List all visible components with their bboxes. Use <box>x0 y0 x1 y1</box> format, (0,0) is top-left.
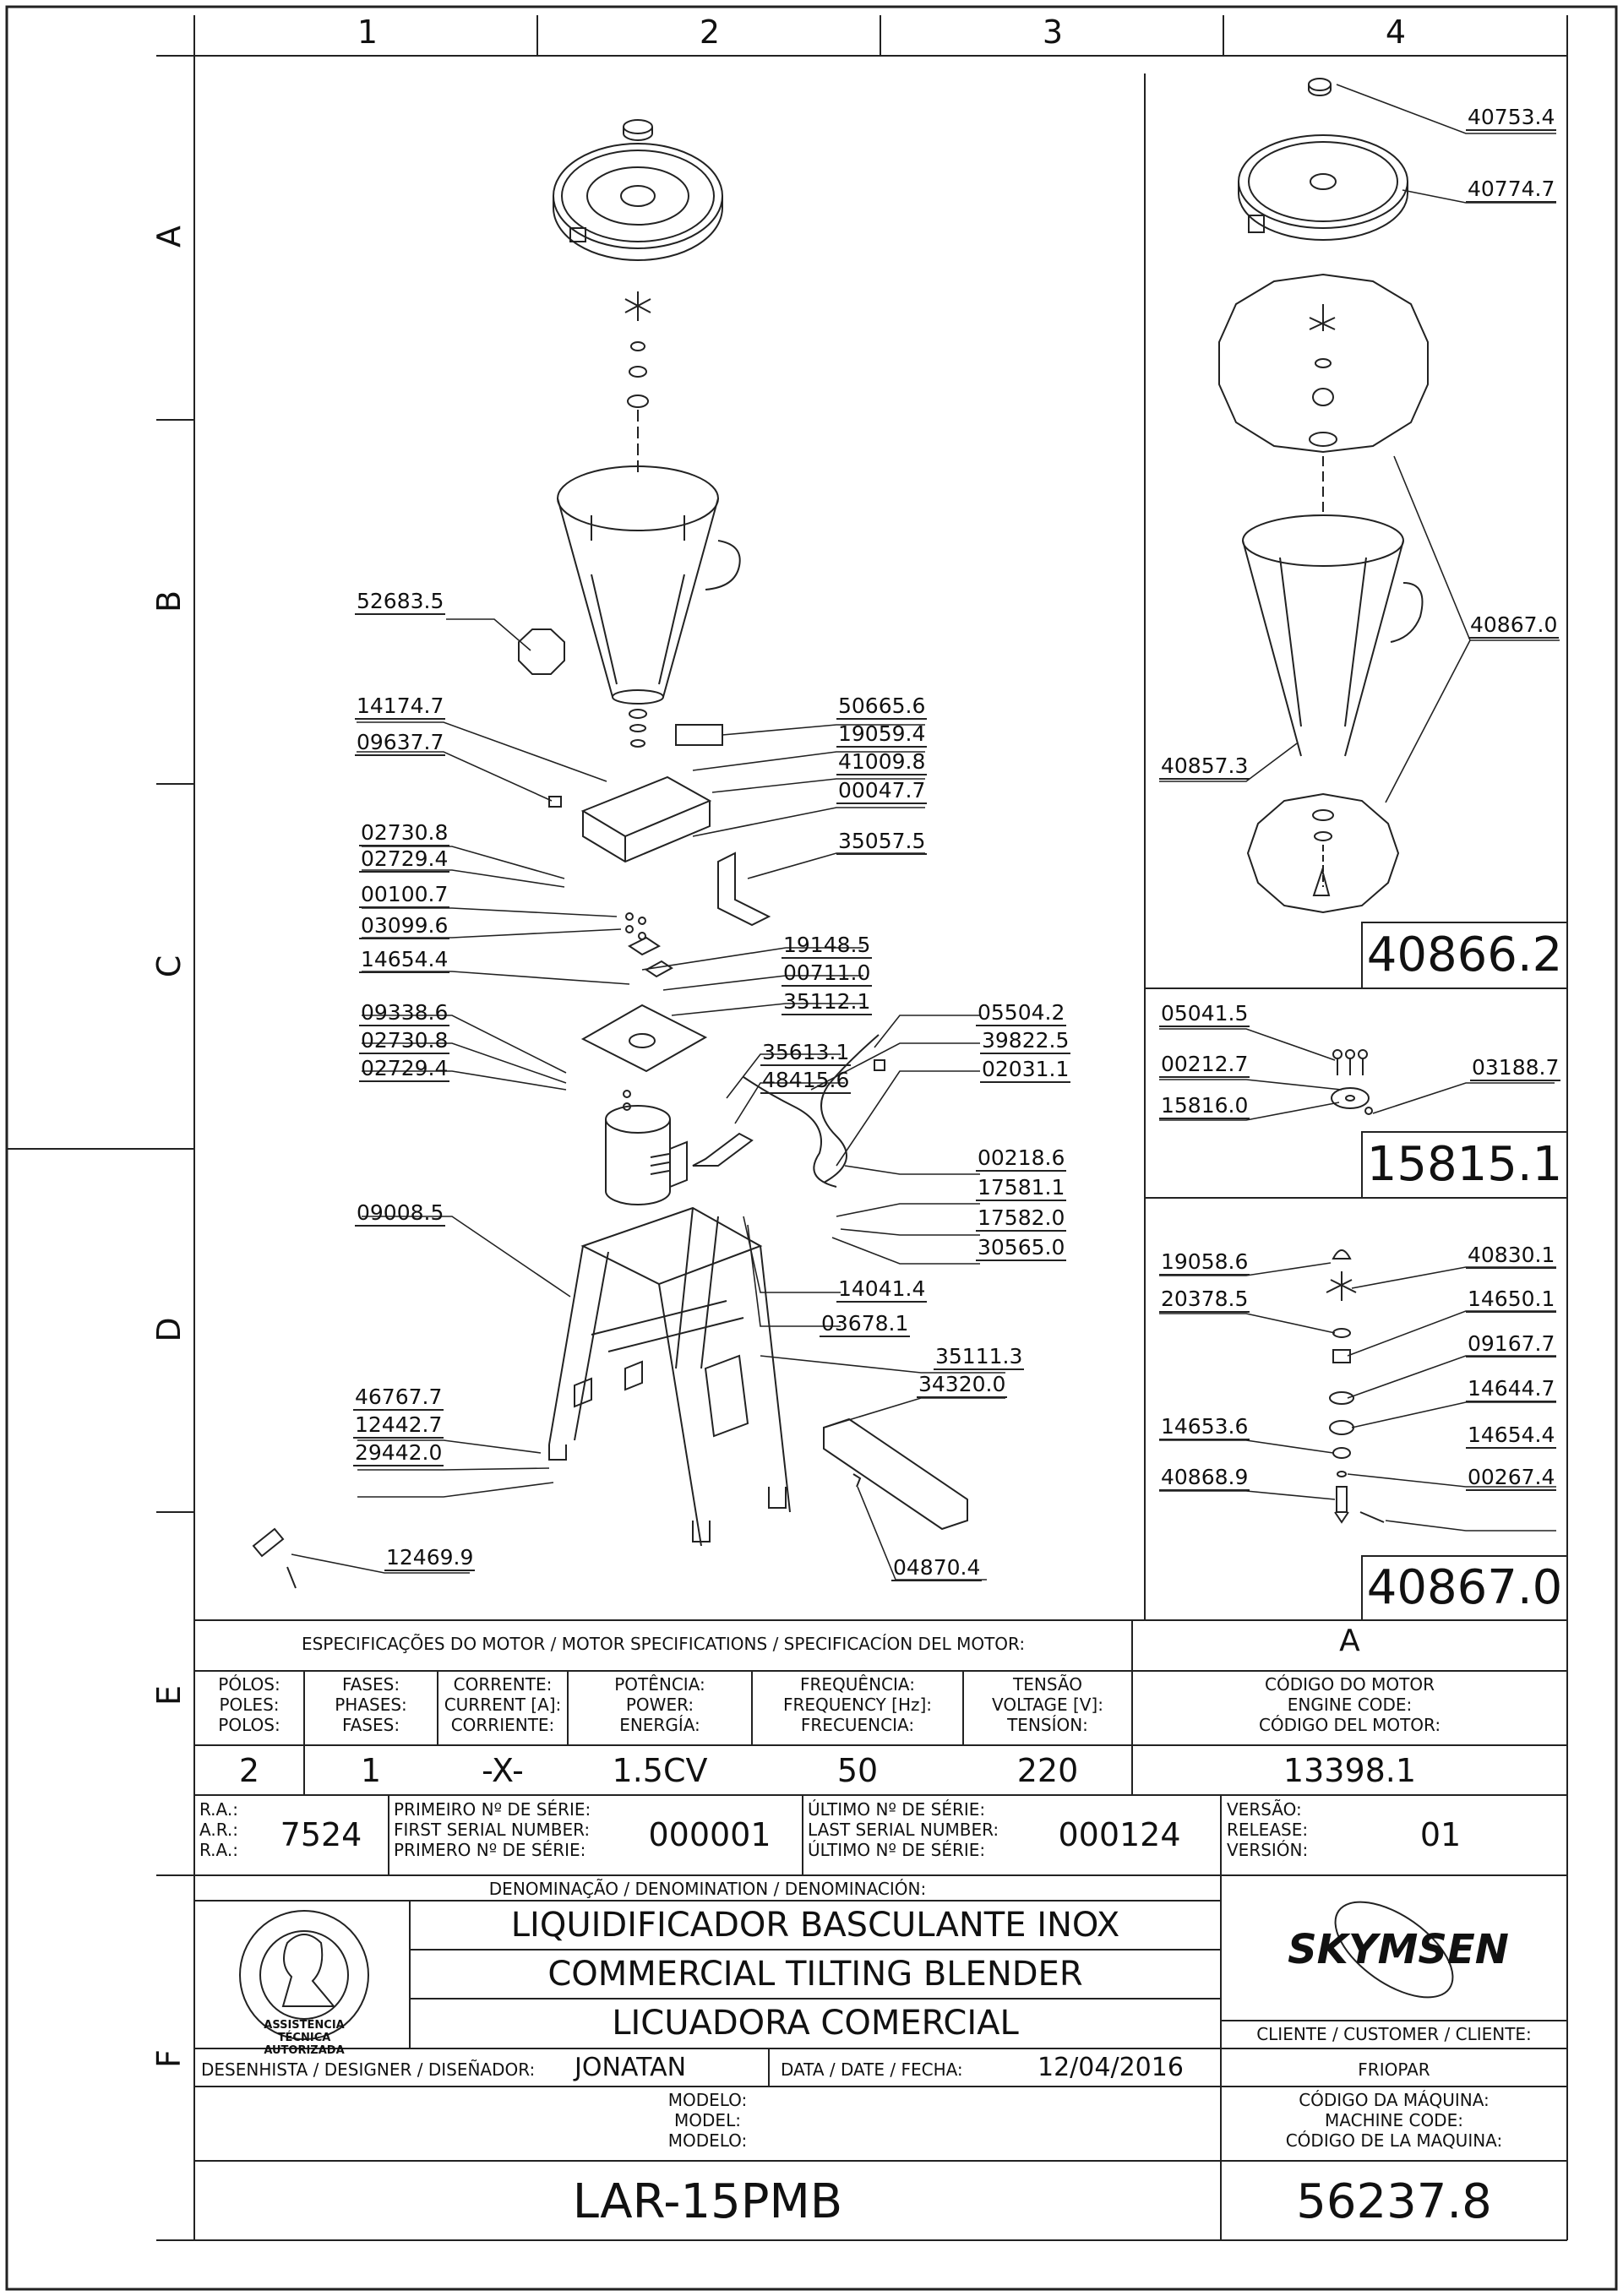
designer-label: DESENHISTA / DESIGNER / DISEÑADOR: <box>201 2059 536 2080</box>
first-serial-value: 000001 <box>648 1816 771 1853</box>
part-callout: 40857.3 <box>1161 754 1249 778</box>
spec-value-phases: 1 <box>360 1752 382 1789</box>
part-callout: 12469.9 <box>386 1545 474 1570</box>
part-callout: 14654.4 <box>361 947 449 971</box>
product-name-en: COMMERCIAL TILTING BLENDER <box>547 1955 1083 1994</box>
part-callout: 03099.6 <box>361 913 449 938</box>
part-callout: 40868.9 <box>1161 1465 1249 1489</box>
grid-column-4: 4 <box>1385 14 1407 51</box>
version-label: VERSÃO: RELEASE: VERSIÓN: <box>1227 1799 1309 1860</box>
denomination-label: DENOMINAÇÃO / DENOMINATION / DENOMINACIÓN: <box>488 1879 927 1899</box>
grid-column-3: 3 <box>1042 14 1064 51</box>
first-serial-label: PRIMEIRO Nº DE SÉRIE: FIRST SERIAL NUMBER: PRIMERO Nº DE SÉRIE: <box>394 1799 591 1860</box>
machine-code-label: CÓDIGO DA MÁQUINA: MACHINE CODE: CÓDIGO DE LA MAQUINA: <box>1285 2090 1503 2151</box>
part-callout: 14644.7 <box>1468 1376 1555 1401</box>
part-callout: 03188.7 <box>1472 1055 1560 1080</box>
customer-label: CLIENTE / CUSTOMER / CLIENTE: <box>1256 2024 1532 2044</box>
motor-variant: A <box>1339 1624 1360 1658</box>
part-callout: 02729.4 <box>361 846 449 871</box>
spec-header-frequency: FREQUÊNCIA: FREQUENCY [Hz]: FRECUENCIA: <box>782 1674 933 1735</box>
part-callout: 17581.1 <box>978 1175 1065 1200</box>
spec-value-poles: 2 <box>238 1752 260 1789</box>
part-callout: 20378.5 <box>1161 1287 1249 1311</box>
spec-header-poles: PÓLOS: POLES: POLOS: <box>218 1674 280 1735</box>
grid-row-C: C <box>150 955 188 978</box>
part-callout: 35613.1 <box>762 1040 850 1064</box>
part-callout: 02729.4 <box>361 1056 449 1080</box>
skymsen-logo: SKYMSEN <box>1288 1926 1509 1973</box>
assembly-number-40867-0: 40867.0 <box>1366 1560 1563 1615</box>
part-callout: 14041.4 <box>838 1276 926 1301</box>
spec-value-current: -X- <box>482 1752 524 1789</box>
grid-row-D: D <box>150 1317 188 1342</box>
part-callout: 17582.0 <box>978 1205 1065 1230</box>
part-callout: 09167.7 <box>1468 1331 1555 1356</box>
part-callout: 19058.6 <box>1161 1249 1249 1274</box>
authorized-service-seal <box>238 1916 370 2057</box>
date-label: DATA / DATE / FECHA: <box>781 2059 963 2080</box>
ra-value: 7524 <box>280 1816 362 1853</box>
part-callout: 35112.1 <box>783 989 871 1014</box>
part-callout: 05041.5 <box>1161 1001 1249 1026</box>
part-callout: 14650.1 <box>1468 1287 1555 1311</box>
model-label: MODELO: MODEL: MODELO: <box>667 2090 748 2151</box>
part-callout: 48415.6 <box>762 1068 850 1092</box>
spec-header-current: CORRENTE: CURRENT [A]: CORRIENTE: <box>444 1674 562 1735</box>
part-callout: 00047.7 <box>838 778 926 803</box>
part-callout: 34320.0 <box>918 1372 1006 1396</box>
part-callout: 35111.3 <box>935 1344 1023 1368</box>
part-callout: 39822.5 <box>982 1028 1070 1053</box>
seal-text: ASSISTÊNCIA TÉCNICA AUTORIZADA <box>264 2019 345 2057</box>
part-callout: 02730.8 <box>361 1028 449 1053</box>
product-name-pt: LIQUIDIFICADOR BASCULANTE INOX <box>510 1906 1120 1945</box>
version-value: 01 <box>1419 1816 1462 1853</box>
part-callout: 30565.0 <box>978 1235 1065 1260</box>
spec-header-power: POTÊNCIA: POWER: ENERGÍA: <box>614 1674 705 1735</box>
spec-header-engine-code: CÓDIGO DO MOTOR ENGINE CODE: CÓDIGO DEL MOTOR: <box>1258 1674 1441 1735</box>
part-callout: 02730.8 <box>361 820 449 845</box>
spec-header-voltage: TENSÃO VOLTAGE [V]: TENSÍON: <box>992 1674 1103 1735</box>
part-callout: 46767.7 <box>355 1385 443 1409</box>
part-callout: 15816.0 <box>1161 1093 1249 1118</box>
part-callout: 14654.4 <box>1468 1423 1555 1447</box>
part-callout: 09338.6 <box>361 1000 449 1025</box>
spec-value-voltage: 220 <box>1016 1752 1079 1789</box>
spec-header-phases: FASES: PHASES: FASES: <box>335 1674 407 1735</box>
part-callout: 09637.7 <box>357 730 444 754</box>
part-callout: 14174.7 <box>357 694 444 718</box>
part-callout: 19059.4 <box>838 721 926 746</box>
part-callout: 50665.6 <box>838 694 926 718</box>
part-callout: 41009.8 <box>838 749 926 774</box>
last-serial-value: 000124 <box>1058 1816 1181 1853</box>
assembly-number-40866-2: 40866.2 <box>1366 928 1563 982</box>
part-callout: 40753.4 <box>1468 105 1555 129</box>
part-callout: 12442.7 <box>355 1412 443 1437</box>
part-callout: 29442.0 <box>355 1440 443 1465</box>
grid-row-A: A <box>150 226 188 248</box>
part-callout: 52683.5 <box>357 589 444 613</box>
part-callout: 00267.4 <box>1468 1465 1555 1489</box>
part-callout: 40867.0 <box>1470 612 1558 637</box>
part-callout: 00711.0 <box>783 960 871 985</box>
model-value: LAR-15PMB <box>572 2174 843 2229</box>
part-callout: 09008.5 <box>357 1200 444 1225</box>
part-callout: 00212.7 <box>1161 1052 1249 1076</box>
designer-value: JONATAN <box>575 2053 687 2082</box>
grid-row-E: E <box>150 1685 188 1706</box>
customer-value: FRIOPAR <box>1358 2059 1430 2080</box>
machine-code-value: 56237.8 <box>1296 2174 1492 2229</box>
part-callout: 02031.1 <box>982 1057 1070 1081</box>
spec-value-engine-code: 13398.1 <box>1283 1752 1417 1789</box>
spec-value-power: 1.5CV <box>612 1752 708 1789</box>
grid-column-1: 1 <box>357 14 379 51</box>
assembly-number-15815-1: 15815.1 <box>1366 1137 1563 1192</box>
part-callout: 04870.4 <box>893 1555 981 1580</box>
last-serial-label: ÚLTIMO Nº DE SÉRIE: LAST SERIAL NUMBER: ÚLTIMO Nº DE SÉRIE: <box>808 1799 999 1860</box>
part-callout: 40830.1 <box>1468 1243 1555 1267</box>
motor-specs-title: ESPECIFICAÇÕES DO MOTOR / MOTOR SPECIFICATIONS / SPECIFICACÍON DEL MOTOR: <box>301 1634 1026 1654</box>
part-callout: 00100.7 <box>361 882 449 906</box>
product-name-es: LICUADORA COMERCIAL <box>612 2004 1019 2043</box>
part-callout: 40774.7 <box>1468 177 1555 201</box>
grid-column-2: 2 <box>699 14 721 51</box>
part-callout: 03678.1 <box>821 1311 909 1336</box>
part-callout: 05504.2 <box>978 1000 1065 1025</box>
grid-row-B: B <box>150 590 188 613</box>
part-callout: 35057.5 <box>838 829 926 853</box>
ra-label: R.A.: A.R.: R.A.: <box>199 1799 238 1860</box>
spec-value-frequency: 50 <box>836 1752 879 1789</box>
grid-row-F: F <box>150 2049 188 2068</box>
part-callout: 19148.5 <box>783 933 871 957</box>
date-value: 12/04/2016 <box>1038 2053 1184 2082</box>
part-callout: 14653.6 <box>1161 1414 1249 1439</box>
part-callout: 00218.6 <box>978 1145 1065 1170</box>
